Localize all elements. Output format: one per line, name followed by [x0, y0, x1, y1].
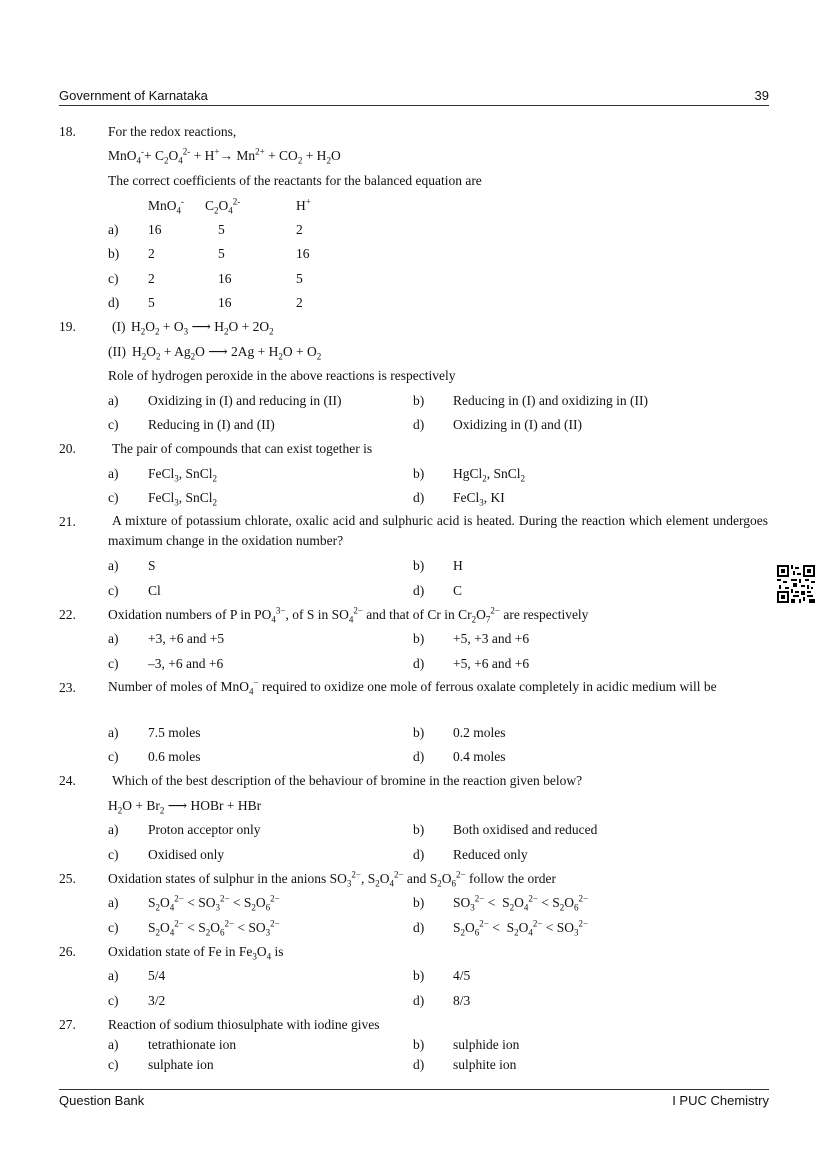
question-number: 20. [59, 441, 76, 456]
option-label: b) [413, 725, 425, 740]
option-formula: $SO_3^{2-} < S_2O_4^{2-} < S_2O_6^{2-}$ [453, 893, 589, 913]
option-text: 5/4 [148, 968, 166, 983]
qr-code-icon [777, 565, 815, 603]
option-label: c) [108, 417, 119, 432]
reaction-label: (I) [112, 319, 126, 334]
option-value: 5 [218, 246, 225, 261]
option-text: sulphate ion [148, 1057, 214, 1072]
question-stem: Reaction of sodium thiosulphate with iodine gives [108, 1017, 380, 1032]
option-text: Reduced only [453, 847, 528, 862]
column-header: $C_2O_4^{2-}$ [205, 196, 241, 216]
question-stem: The pair of compounds that can exist together is [112, 441, 373, 456]
option-label: c) [108, 583, 119, 598]
question-number: 25. [59, 871, 76, 886]
option-text: Oxidised only [148, 847, 225, 862]
question-stem: Number of moles of MnO$_4$− required to oxidize one mole of ferrous oxalate completely in acidic medium will be [108, 677, 717, 697]
option-text: 7.5 moles [148, 725, 201, 740]
option-label: b) [413, 895, 425, 910]
option-text: Proton acceptor only [148, 822, 261, 837]
question-stem: Role of hydrogen peroxide in the above reactions is respectively [108, 368, 456, 383]
question-instruction: The correct coefficients of the reactants for the balanced equation are [108, 173, 482, 188]
option-text: Both oxidised and reduced [453, 822, 598, 837]
option-label: c) [108, 993, 119, 1008]
option-label: d) [413, 993, 425, 1008]
option-label: a) [108, 466, 119, 481]
equation: $MnO_4^-+ C_2O_4^{2-} + H^+\to Mn^{2+} + CO_2 + H_2O$ [108, 146, 341, 166]
option-text: +5, +6 and +6 [453, 656, 530, 671]
option-label: a) [108, 822, 119, 837]
option-text: Oxidizing in (I) and (II) [453, 417, 582, 432]
option-label: a) [108, 393, 119, 408]
question-number: 19. [59, 319, 76, 334]
option-label: c) [108, 749, 119, 764]
option-text: Reducing in (I) and (II) [148, 417, 275, 432]
option-text: 0.6 moles [148, 749, 201, 764]
option-value: 5 [296, 271, 303, 286]
footer-rule [59, 1089, 769, 1090]
option-label: b) [413, 558, 425, 573]
option-label: a) [108, 725, 119, 740]
question-stem: Which of the best description of the behaviour of bromine in the reaction given below? [112, 773, 583, 788]
footer-right: I PUC Chemistry [672, 1093, 769, 1108]
option-text: sulphide ion [453, 1037, 520, 1052]
header-rule [59, 105, 769, 106]
header-title: Government of Karnataka [59, 88, 208, 103]
reaction-label: (II) [108, 344, 126, 359]
option-formula: FeCl$_3$, KI [453, 490, 505, 508]
option-label: a) [108, 895, 119, 910]
option-text: +5, +3 and +6 [453, 631, 530, 646]
option-text: 3/2 [148, 993, 166, 1008]
option-label: c) [108, 490, 119, 505]
option-text: 4/5 [453, 968, 471, 983]
option-label: b) [413, 968, 425, 983]
question-number: 24. [59, 773, 76, 788]
question-stem: For the redox reactions, [108, 124, 237, 139]
option-label: d) [413, 920, 425, 935]
question-number: 23. [59, 680, 76, 695]
option-label: b) [413, 1037, 425, 1052]
column-header: H+ [296, 196, 311, 213]
column-header: MnO$_4$- [148, 196, 185, 216]
option-formula: $S_2O_4^{2-} < SO_3^{2-} < S_2O_6^{2-}$ [148, 893, 280, 913]
equation: $H_2O_2 + O_3$ ⟶ $H_2O + 2O_2$ [131, 319, 274, 337]
option-text: Oxidizing in (I) and reducing in (II) [148, 393, 342, 408]
equation: $H_2O_2 + Ag_2O$ ⟶ $2Ag + H_2O + O_2$ [132, 344, 322, 362]
option-label: a) [108, 968, 119, 983]
option-formula: FeCl$_3$, SnCl$_2$ [148, 490, 218, 508]
option-value: 16 [218, 271, 232, 286]
option-label: d) [413, 583, 425, 598]
option-text: C [453, 583, 463, 598]
option-label: d) [413, 847, 425, 862]
option-text: H [453, 558, 463, 573]
option-value: 2 [296, 295, 303, 310]
option-label: d) [413, 417, 425, 432]
option-formula: HgCl$_2$, SnCl$_2$ [453, 466, 526, 484]
option-text: sulphite ion [453, 1057, 517, 1072]
option-label: b) [413, 822, 425, 837]
option-value: 5 [148, 295, 155, 310]
option-label: d) [108, 295, 120, 310]
question-number: 21. [59, 514, 76, 529]
question-stem: Oxidation numbers of P in $PO_4^{3-}$, of S in $SO_4^{2-}$ and that of Cr in $Cr_2O_7^{2-}$ are respectively [108, 605, 589, 625]
option-value: 16 [296, 246, 310, 261]
option-value: 5 [218, 222, 225, 237]
option-label: b) [413, 393, 425, 408]
option-text: 8/3 [453, 993, 471, 1008]
option-label: b) [413, 631, 425, 646]
question-number: 22. [59, 607, 76, 622]
option-text: 0.2 moles [453, 725, 506, 740]
option-label: d) [413, 656, 425, 671]
option-label: a) [108, 558, 119, 573]
question-number: 27. [59, 1017, 76, 1032]
option-text: 0.4 moles [453, 749, 506, 764]
option-text: S [148, 558, 156, 573]
option-label: c) [108, 656, 119, 671]
option-label: a) [108, 222, 119, 237]
question-stem: A mixture of potassium chlorate, oxalic acid and sulphuric acid is heated. During the reaction which element undergoes maximum change in the oxidation number? [108, 513, 768, 548]
option-label: d) [413, 490, 425, 505]
option-label: c) [108, 920, 119, 935]
option-value: 2 [148, 246, 155, 261]
question-number: 18. [59, 124, 76, 139]
option-formula: $S_2O_4^{2-} < S_2O_6^{2-} < SO_3^{2-}$ [148, 918, 280, 938]
equation: $H_2O + Br_2$ ⟶ HOBr + HBr [108, 798, 262, 816]
question-stem: Oxidation states of sulphur in the anions $SO_3^{2-}$, $S_2O_4^{2-}$ and $S_2O_6^{2-}$ follow the order [108, 869, 556, 889]
option-label: c) [108, 847, 119, 862]
footer-left: Question Bank [59, 1093, 145, 1108]
question-stem: Oxidation state of Fe in $Fe_3O_4$ is [108, 944, 284, 962]
option-label: c) [108, 1057, 119, 1072]
option-text: Cl [148, 583, 161, 598]
option-value: 16 [218, 295, 232, 310]
option-label: a) [108, 631, 119, 646]
option-label: a) [108, 1037, 119, 1052]
page-number: 39 [754, 88, 769, 103]
option-label: b) [413, 466, 425, 481]
question-number: 26. [59, 944, 76, 959]
option-text: +3, +6 and +5 [148, 631, 225, 646]
option-value: 2 [148, 271, 155, 286]
option-formula: $S_2O_6^{2-} < S_2O_4^{2-} < SO_3^{2-}$ [453, 918, 589, 938]
option-label: b) [108, 246, 120, 261]
option-value: 16 [148, 222, 162, 237]
option-label: c) [108, 271, 119, 286]
option-text: tetrathionate ion [148, 1037, 237, 1052]
option-label: d) [413, 749, 425, 764]
option-label: d) [413, 1057, 425, 1072]
option-value: 2 [296, 222, 303, 237]
option-formula: FeCl$_3$, SnCl$_2$ [148, 466, 218, 484]
option-text: Reducing in (I) and oxidizing in (II) [453, 393, 648, 408]
option-text: –3, +6 and +6 [148, 656, 224, 671]
